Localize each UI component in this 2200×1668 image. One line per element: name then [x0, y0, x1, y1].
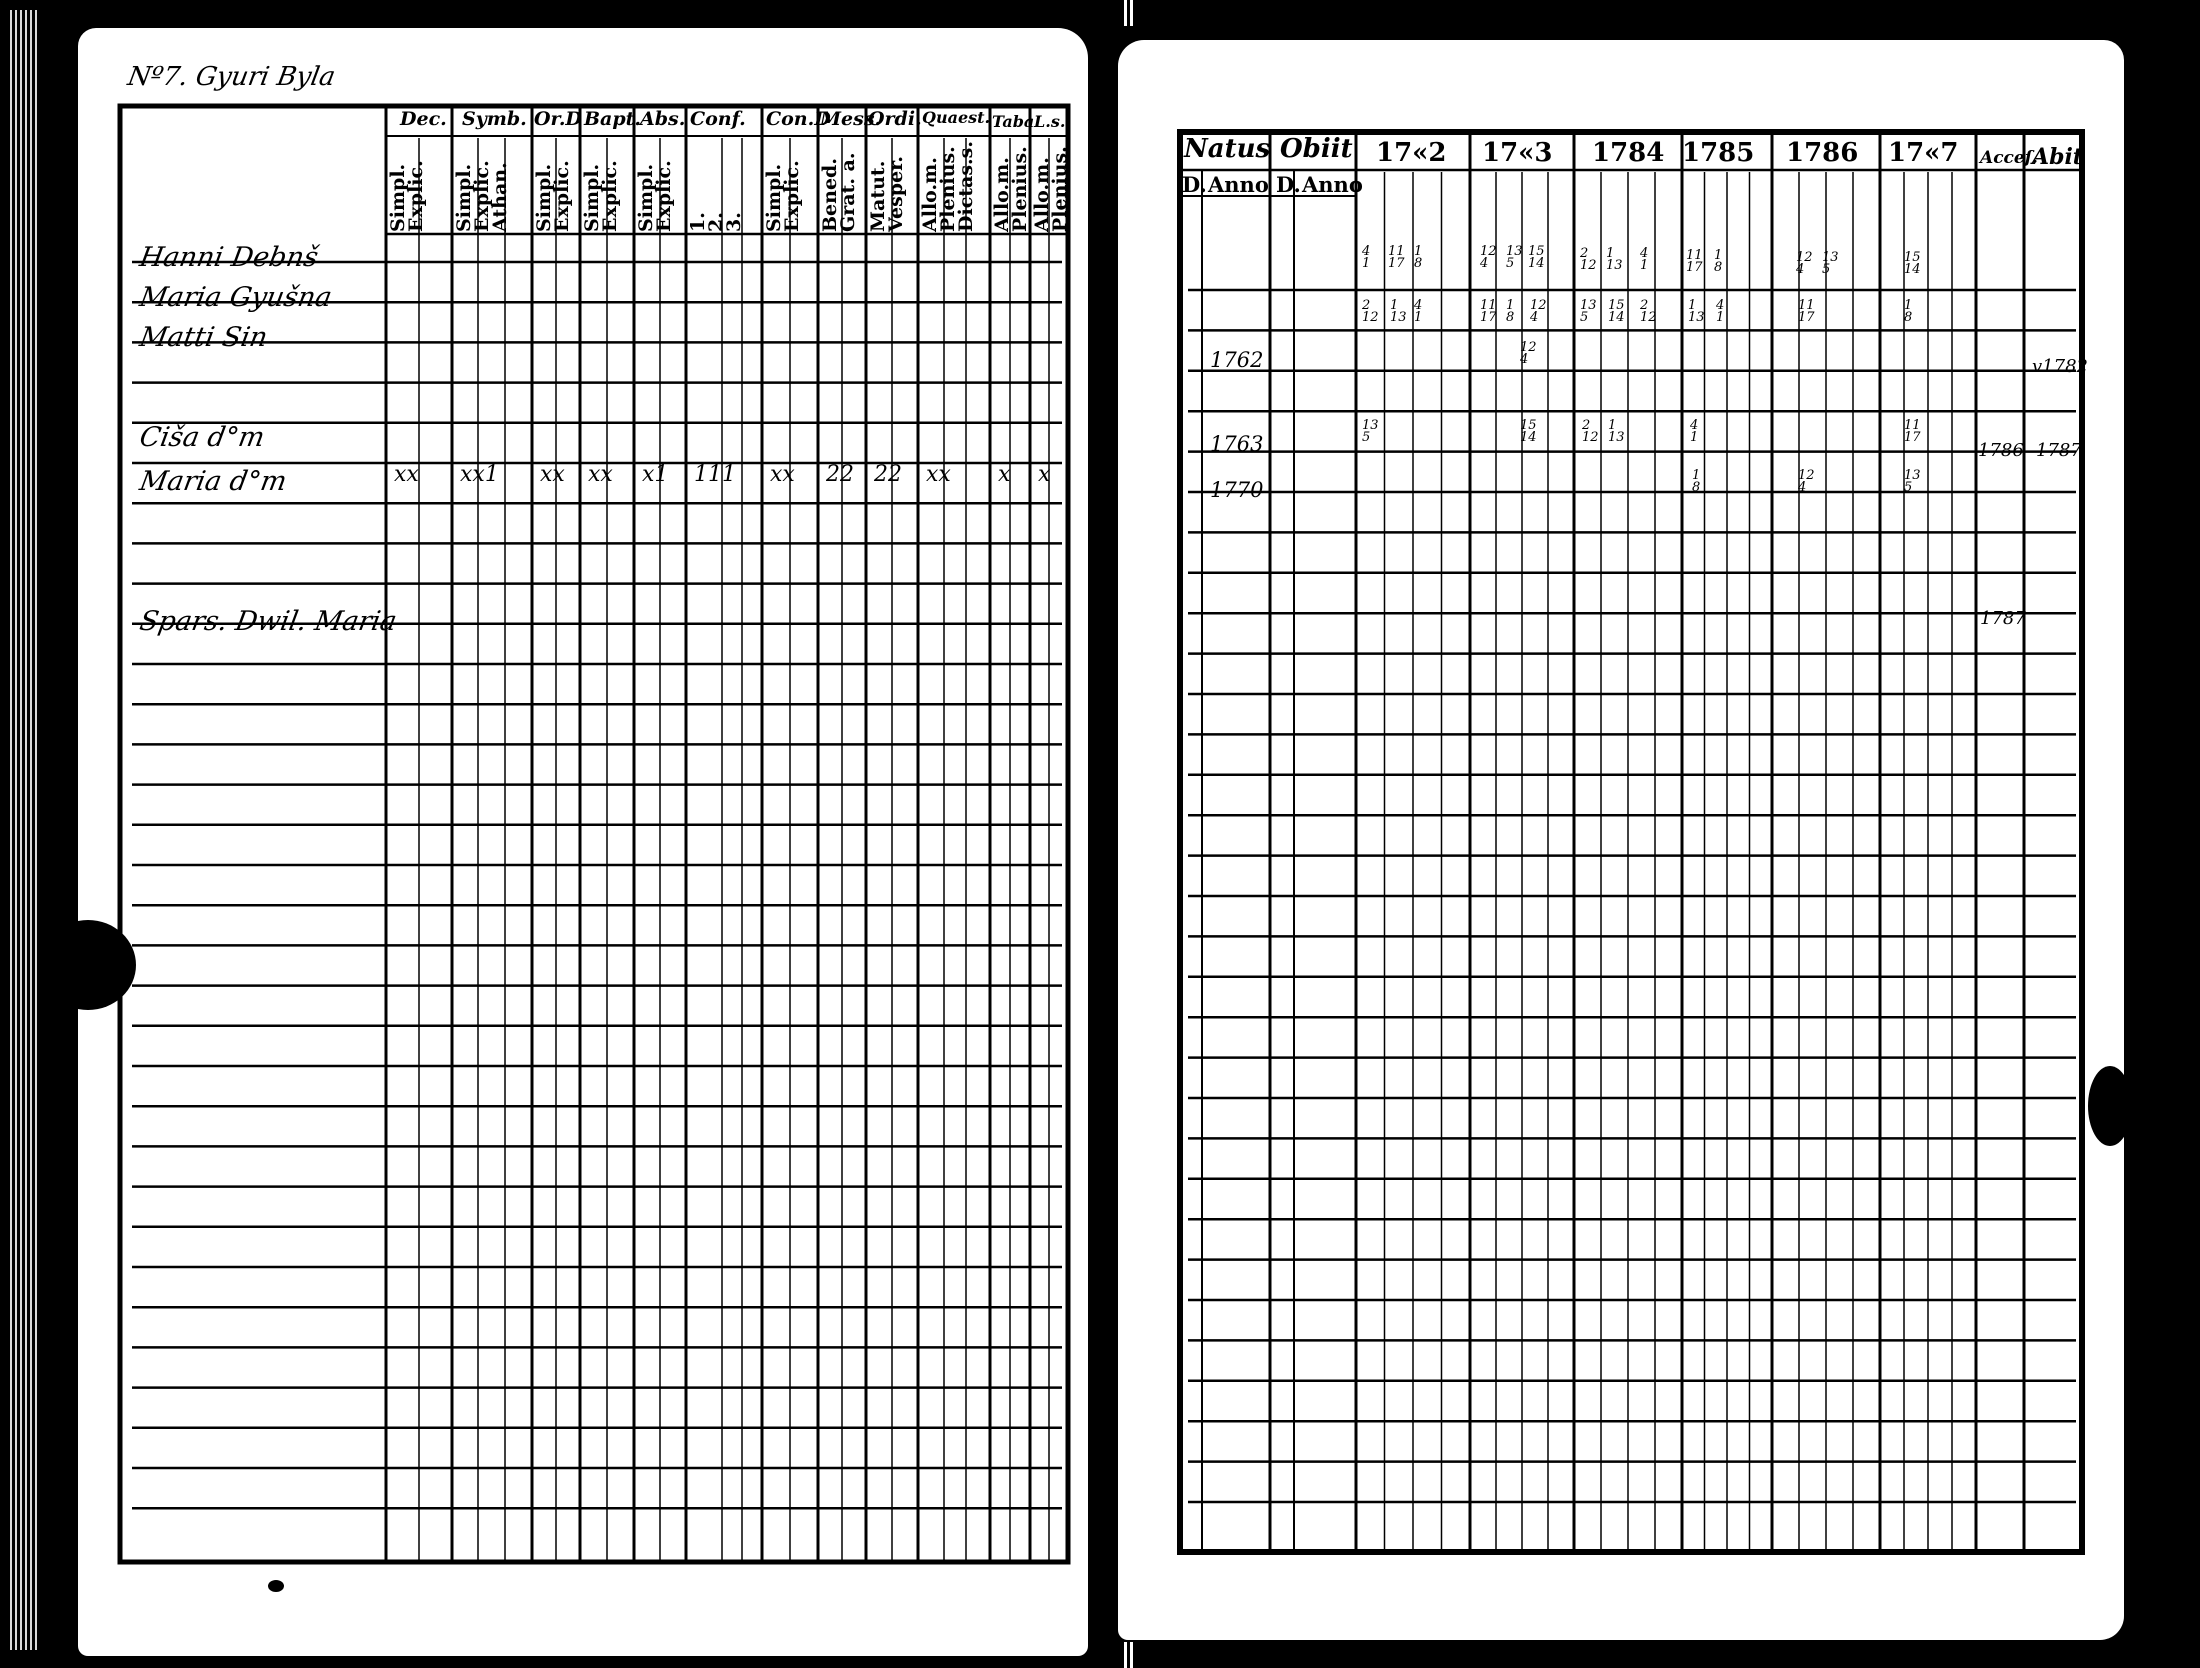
column-header: Abs. — [640, 108, 686, 130]
tally-mark — [1798, 300, 1815, 323]
tally-mark — [1414, 300, 1422, 323]
tally-mark — [1580, 248, 1597, 271]
tally-mark — [1530, 300, 1547, 323]
year-header-2: 17«3 — [1482, 138, 1553, 168]
column-header: Con.D — [766, 108, 831, 130]
column-header: Symb. — [462, 108, 527, 130]
subheader-label: Explic. — [551, 160, 574, 232]
tally-digit: 13 — [1580, 298, 1597, 313]
obiit-year-header: Anno — [1302, 172, 1363, 197]
examination-mark: xx — [540, 462, 565, 487]
natus-year-header: Anno — [1208, 172, 1269, 197]
tally-mark — [1506, 246, 1523, 269]
column-subheader — [763, 140, 804, 232]
tally-digit: 14 — [1608, 309, 1625, 325]
column-header: Taba. — [992, 112, 1040, 131]
tally-digit: 13 — [1822, 250, 1839, 265]
examination-mark: 111 — [694, 462, 736, 487]
year-header-5: 1786 — [1786, 138, 1859, 168]
tally-digit: 8 — [1904, 309, 1913, 325]
tally-digit: 11 — [1480, 298, 1497, 313]
abiit-header: Abit — [2032, 144, 2083, 170]
tally-digit: 15 — [1520, 418, 1537, 433]
tally-digit: 14 — [1520, 429, 1537, 445]
tally-digit: 8 — [1506, 309, 1515, 325]
tally-mark — [1690, 420, 1698, 443]
tally-digit: 4 — [1798, 479, 1807, 495]
tally-digit: 13 — [1688, 309, 1705, 325]
tally-mark — [1716, 300, 1724, 323]
tally-digit: 4 — [1690, 418, 1699, 433]
tally-digit: 1 — [1640, 257, 1649, 273]
tally-mark — [1904, 252, 1921, 275]
tally-mark — [1640, 300, 1657, 323]
tally-digit: 4 — [1530, 309, 1539, 325]
examination-mark: 22 — [874, 462, 902, 487]
year-header-3: 1784 — [1592, 138, 1665, 168]
natus-year-entry: 1763 — [1210, 432, 1264, 456]
tally-mark — [1582, 420, 1599, 443]
subheader-label: 1. — [687, 212, 709, 232]
tally-digit: 17 — [1388, 255, 1405, 271]
subheader-label: Allo.m. — [1031, 157, 1053, 232]
tally-digit: 4 — [1796, 261, 1805, 277]
column-subheader — [581, 140, 622, 232]
tally-digit: 13 — [1904, 468, 1921, 483]
tally-digit: 1 — [1606, 246, 1615, 261]
column-subheader — [635, 140, 676, 232]
examination-mark: xx1 — [460, 462, 499, 487]
tally-digit: 15 — [1608, 298, 1625, 313]
table-border — [1180, 132, 2082, 1552]
tally-digit: 5 — [1506, 255, 1515, 271]
column-subheader — [819, 140, 860, 232]
tally-mark — [1688, 300, 1705, 323]
tally-digit: 12 — [1530, 298, 1547, 313]
column-subheader — [991, 140, 1032, 232]
tally-mark — [1388, 246, 1405, 269]
tally-digit: 1 — [1608, 418, 1617, 433]
column-subheader — [533, 140, 574, 232]
subheader-label: Explic. — [781, 160, 804, 232]
obiit-header: Obiit — [1280, 134, 1353, 164]
tally-mark — [1904, 300, 1912, 323]
tally-digit: 1 — [1690, 429, 1699, 445]
accessit-entry: 1787 — [1980, 608, 2026, 629]
tally-digit: 17 — [1904, 429, 1921, 445]
tally-mark — [1414, 246, 1422, 269]
tally-digit: 1 — [1716, 309, 1725, 325]
tally-digit: 8 — [1414, 255, 1423, 271]
column-header: Bapt. — [584, 108, 642, 130]
subheader-label: Athan. — [489, 162, 512, 232]
tally-digit: 2 — [1640, 298, 1649, 313]
column-header: Quaest. — [922, 108, 991, 127]
tally-mark — [1608, 300, 1625, 323]
tally-digit: 4 — [1640, 246, 1649, 261]
tally-digit: 13 — [1606, 257, 1623, 273]
subheader-label: Simpl. — [387, 163, 409, 232]
tally-digit: 1 — [1414, 244, 1423, 259]
tally-mark — [1480, 300, 1497, 323]
tally-digit: 17 — [1798, 309, 1815, 325]
tally-digit: 1 — [1692, 468, 1701, 483]
tally-digit: 13 — [1506, 244, 1523, 259]
subheader-label: Explic. — [471, 160, 494, 232]
tally-mark — [1608, 420, 1625, 443]
column-subheader — [453, 140, 512, 232]
tally-digit: 12 — [1580, 257, 1597, 273]
tally-digit: 12 — [1798, 468, 1815, 483]
tally-digit: 14 — [1528, 255, 1545, 271]
tally-mark — [1714, 250, 1722, 273]
examination-mark: xx — [926, 462, 951, 487]
tally-digit: 12 — [1362, 309, 1379, 325]
parishioner-name: Maria d°m — [137, 466, 290, 497]
column-subheader — [1031, 140, 1072, 232]
tally-digit: 12 — [1640, 309, 1657, 325]
year-header-4: 1785 — [1682, 138, 1755, 168]
subheader-label: Plenius. — [937, 146, 960, 232]
tally-mark — [1520, 420, 1537, 443]
subheader-label: Matut. — [867, 160, 889, 232]
abiit-entry: 1787 — [2036, 440, 2082, 461]
examination-mark: xx — [770, 462, 795, 487]
subheader-label: Explic. — [599, 160, 622, 232]
tally-digit: 2 — [1580, 246, 1589, 261]
tally-digit: 14 — [1904, 261, 1921, 277]
tally-digit: 15 — [1904, 250, 1921, 265]
parishioner-name: Spars. Dwil. Maria — [137, 606, 400, 637]
subheader-label: Bened. — [819, 158, 841, 232]
parishioner-name: Hanni Debnš — [137, 242, 321, 273]
tally-mark — [1822, 252, 1839, 275]
tally-mark — [1390, 300, 1407, 323]
subheader-label: Simpl. — [453, 163, 475, 232]
subheader-label: 3. — [723, 212, 746, 232]
subheader-label: Simpl. — [581, 163, 603, 232]
tally-mark — [1362, 300, 1379, 323]
subheader-label: Explic. — [405, 160, 428, 232]
tally-digit: 13 — [1390, 309, 1407, 325]
tally-digit: 13 — [1362, 418, 1379, 433]
examination-mark: x1 — [642, 462, 669, 487]
subheader-label: Simpl. — [763, 163, 785, 232]
obiit-day-header: D. — [1276, 172, 1301, 197]
column-subheader — [919, 140, 978, 232]
subheader-label: Simpl. — [635, 163, 657, 232]
tally-mark — [1362, 420, 1379, 443]
subheader-label: Dictas.s. — [955, 141, 978, 232]
tally-digit: 1 — [1688, 298, 1697, 313]
tally-digit: 12 — [1582, 429, 1599, 445]
year-header-1: 17«2 — [1376, 138, 1447, 168]
tally-digit: 2 — [1362, 298, 1371, 313]
tally-mark — [1692, 470, 1700, 493]
tally-mark — [1798, 470, 1815, 493]
tally-digit: 5 — [1904, 479, 1913, 495]
tally-digit: 1 — [1506, 298, 1515, 313]
tally-mark — [1480, 246, 1497, 269]
tally-mark — [1640, 248, 1648, 271]
tally-digit: 11 — [1388, 244, 1405, 259]
column-subheader — [687, 140, 746, 232]
tally-digit: 1 — [1362, 255, 1371, 271]
column-subheader — [387, 140, 428, 232]
tally-digit: 8 — [1692, 479, 1701, 495]
tally-mark — [1606, 248, 1623, 271]
tally-digit: 8 — [1714, 259, 1723, 275]
natus-year-entry: 1762 — [1210, 348, 1264, 372]
tally-digit: 1 — [1904, 298, 1913, 313]
natus-header: Natus — [1184, 134, 1271, 164]
natus-year-entry: 1770 — [1210, 478, 1264, 502]
parishioner-name: Maria Gyušna — [137, 282, 335, 313]
tally-digit: 1 — [1714, 248, 1723, 263]
tally-digit: 11 — [1904, 418, 1921, 433]
page-reference: Nº7. Gyuri Byla — [125, 62, 338, 92]
column-header: Dec. — [400, 108, 447, 130]
parishioner-name: Matti Sin — [137, 322, 270, 353]
tally-digit: 1 — [1390, 298, 1399, 313]
subheader-label: Allo.m. — [919, 157, 941, 232]
tally-digit: 5 — [1822, 261, 1831, 277]
tally-digit: 12 — [1520, 340, 1537, 355]
tally-digit: 4 — [1362, 244, 1371, 259]
tally-digit: 5 — [1580, 309, 1589, 325]
column-header: Ordi. — [868, 108, 922, 130]
subheader-label: Vesper. — [885, 155, 908, 232]
tally-digit: 17 — [1480, 309, 1497, 325]
column-header: L.s. — [1034, 112, 1066, 131]
tally-mark — [1506, 300, 1514, 323]
examination-mark: x — [1038, 462, 1051, 487]
abiit-entry: v1782 — [2032, 356, 2088, 377]
tally-digit: 17 — [1686, 259, 1703, 275]
subheader-label: Simpl. — [533, 163, 555, 232]
subheader-label: Explic. — [653, 160, 676, 232]
tally-mark — [1686, 250, 1703, 273]
tally-mark — [1362, 246, 1370, 269]
tally-digit: 12 — [1796, 250, 1813, 265]
tally-digit: 2 — [1582, 418, 1591, 433]
parishioner-name: Ciša d°m — [137, 422, 267, 453]
tally-digit: 13 — [1608, 429, 1625, 445]
natus-day-header: D. — [1182, 172, 1207, 197]
tally-mark — [1528, 246, 1545, 269]
column-header: Mess. — [820, 108, 882, 130]
examination-mark: xx — [588, 462, 613, 487]
tally-mark — [1580, 300, 1597, 323]
tally-digit: 4 — [1480, 255, 1489, 271]
column-subheader — [867, 140, 908, 232]
tally-digit: 12 — [1480, 244, 1497, 259]
tally-mark — [1796, 252, 1813, 275]
subheader-label: Grat. a. — [837, 152, 860, 232]
year-header-6: 17«7 — [1888, 138, 1959, 168]
tally-digit: 1 — [1414, 309, 1423, 325]
tally-digit: 11 — [1686, 248, 1703, 263]
accessit-entry: 1786 — [1978, 440, 2024, 461]
tally-digit: 11 — [1798, 298, 1815, 313]
tally-digit: 4 — [1520, 351, 1529, 367]
tally-digit: 4 — [1716, 298, 1725, 313]
subheader-label: Plenius. — [1049, 146, 1072, 232]
tally-mark — [1904, 420, 1921, 443]
tally-digit: 15 — [1528, 244, 1545, 259]
examination-mark: 22 — [826, 462, 854, 487]
examination-mark: xx — [394, 462, 419, 487]
column-header: Conf. — [690, 108, 746, 130]
subheader-label: Allo.m. — [991, 157, 1013, 232]
tally-mark — [1904, 470, 1921, 493]
accessit-header: Acceſ. — [1980, 148, 2038, 168]
subheader-label: Plenius. — [1009, 146, 1032, 232]
examination-mark: x — [998, 462, 1011, 487]
column-header: Or.D — [534, 108, 582, 130]
tally-mark — [1520, 342, 1537, 365]
subheader-label: 2. — [705, 212, 728, 232]
tally-digit: 5 — [1362, 429, 1371, 445]
tally-digit: 4 — [1414, 298, 1423, 313]
